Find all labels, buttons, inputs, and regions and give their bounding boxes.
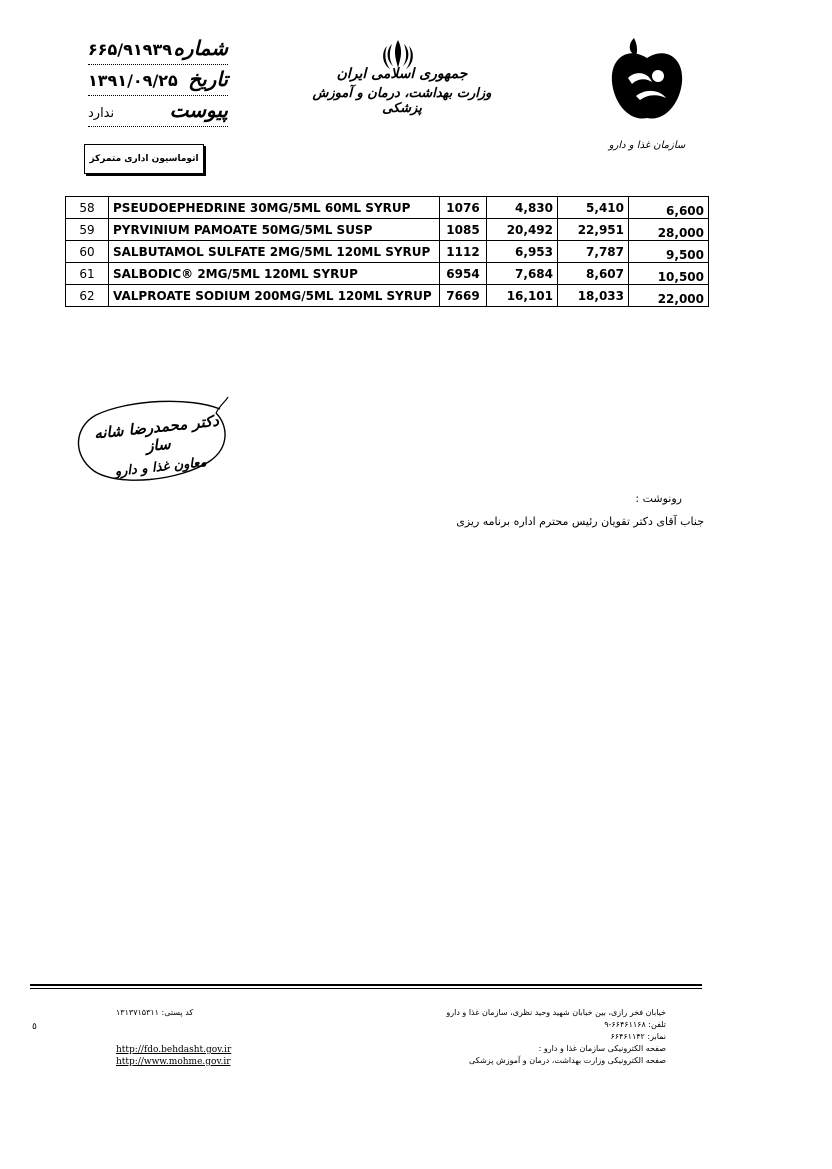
drug-name: PSEUDOEPHEDRINE 30MG/5ML 60ML SYRUP [109, 197, 440, 219]
signatory-title: معاون غذا و دارو [114, 455, 208, 480]
row-number: 62 [66, 285, 109, 307]
footer-divider [30, 984, 702, 986]
price-producer: 6,953 [487, 241, 558, 263]
cc-label: رونوشت : [635, 492, 682, 505]
row-number: 61 [66, 263, 109, 285]
table-row [66, 241, 709, 263]
row-number: 60 [66, 241, 109, 263]
price-producer: 7,684 [487, 263, 558, 285]
page-mark: ٥ [32, 1022, 37, 1032]
footer-web1: صفحه الکترونیکی سازمان غذا و دارو : [538, 1044, 666, 1053]
price-consumer: 28,000 [629, 219, 709, 241]
drug-price-table [65, 196, 709, 307]
footer-fax: نمابر: ۶۶۴۶۱۱۴۲ [610, 1032, 666, 1041]
drug-code: 6954 [440, 263, 487, 285]
fdo-website-link[interactable]: http://fdo.behdasht.gov.ir [116, 1045, 232, 1055]
letter-date: ۱۳۹۱/۰۹/۲۵ [88, 71, 178, 90]
row-number: 58 [66, 197, 109, 219]
drug-name: VALPROATE SODIUM 200MG/5ML 120ML SYRUP [109, 285, 440, 307]
row-number: 59 [66, 219, 109, 241]
drug-code: 7669 [440, 285, 487, 307]
cc-recipient: جناب آقای دکتر تقویان رئیس محترم اداره برنامه ریزی [456, 515, 704, 528]
price-consumer: 6,600 [629, 197, 709, 219]
table-row [66, 219, 709, 241]
letter-number-label: شماره [173, 36, 228, 60]
letter-number: ۶۶۵/۹۱۹۳۹ [88, 40, 172, 59]
letter-meta [88, 36, 228, 129]
drug-code: 1076 [440, 197, 487, 219]
table-row [66, 263, 709, 285]
drug-name: SALBUTAMOL SULFATE 2MG/5ML 120ML SYRUP [109, 241, 440, 263]
footer-postal-code: کد پستی: ۱۳۱۳۷۱۵۳۱۱ [116, 1008, 194, 1017]
ministry-title-line2: وزارت بهداشت، درمان و آموزش پزشکی [312, 86, 492, 116]
signatory-name: دکتر محمدرضا شانه ساز [93, 411, 220, 456]
price-consumer: 22,000 [629, 285, 709, 307]
drug-code: 1112 [440, 241, 487, 263]
ministry-title-line1: جمهوری اسلامی ایران [336, 66, 468, 82]
table-row [66, 285, 709, 307]
price-wholesale: 22,951 [558, 219, 629, 241]
price-consumer: 9,500 [629, 241, 709, 263]
footer-links [116, 1045, 231, 1069]
letter-date-label: تاریخ [188, 67, 228, 91]
letter-attachment-label: پیوست [169, 98, 228, 122]
price-wholesale: 18,033 [558, 285, 629, 307]
price-wholesale: 5,410 [558, 197, 629, 219]
org-caption: سازمان غذا و دارو [608, 140, 686, 151]
price-producer: 4,830 [487, 197, 558, 219]
mohme-website-link[interactable]: http://www.mohme.gov.ir [116, 1057, 231, 1067]
letter-number-row [88, 36, 228, 65]
drug-name: PYRVINIUM PAMOATE 50MG/5ML SUSP [109, 219, 440, 241]
footer-phone: تلفن: ۶۶۴۶۱۱۶۸-۹ [604, 1020, 666, 1029]
price-wholesale: 8,607 [558, 263, 629, 285]
footer-contact [406, 1008, 666, 1068]
table-row [66, 197, 709, 219]
footer-address: خیابان فخر رازی، بین خیابان شهید وحید نظری، سازمان غذا و دارو [446, 1008, 666, 1017]
letter-attachment: ندارد [88, 106, 115, 121]
price-consumer: 10,500 [629, 263, 709, 285]
price-producer: 20,492 [487, 219, 558, 241]
price-producer: 16,101 [487, 285, 558, 307]
drug-code: 1085 [440, 219, 487, 241]
ministry-title [312, 66, 492, 116]
fdo-logo-icon [606, 34, 688, 126]
footer-web2: صفحه الکترونیکی وزارت بهداشت، درمان و آموزش پزشکی [469, 1056, 666, 1065]
letter-attachment-row [88, 98, 228, 127]
letter-date-row [88, 67, 228, 96]
drug-name: SALBODIC® 2MG/5ML 120ML SYRUP [109, 263, 440, 285]
price-wholesale: 7,787 [558, 241, 629, 263]
automation-stamp: اتوماسیون اداری متمرکز [84, 144, 204, 174]
footer-divider-thin [30, 988, 702, 989]
